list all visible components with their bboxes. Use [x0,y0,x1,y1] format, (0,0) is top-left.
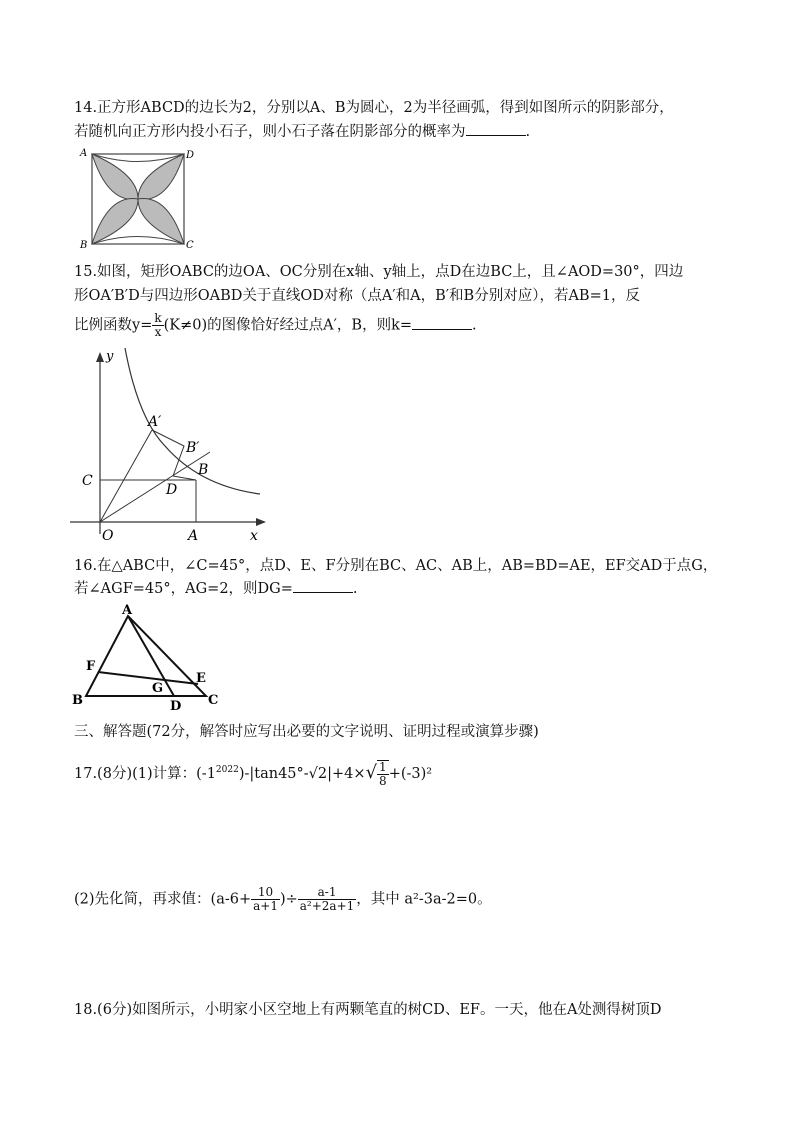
q15-label-o: O [102,528,114,544]
q15-line2: 形OA′B′D与四边形OABD关于直线OD对称（点A′和A，B′和B分别对应），若AB=1，反 [74,288,640,304]
q14-label-c: C [186,240,194,251]
q16-label-f: F [86,659,96,674]
q16-label-g: G [152,681,164,696]
q17-part2-text-c: ，其中 a²-3a-2=0。 [356,891,492,908]
q17-part1 [74,760,432,788]
q15-period: . [472,317,477,334]
q15-answer-blank[interactable] [412,315,472,330]
q15-frac-den: x [154,325,162,339]
q15-label-a-prime: A′ [148,414,162,430]
q14-period: . [525,124,531,140]
q17-part2-text-a: (2)先化简，再求值：(a-6+ [74,891,252,908]
q16-label-d: D [170,699,182,712]
q17-part1-text-b: )-|tan45°-√2|+4× [238,766,366,782]
q15-label-y: y [106,349,114,364]
q15-text-b: (K≠0)的图像恰好经过点A′，B，则k= [163,317,413,334]
q16-label-a: A [122,603,133,618]
q14-label-a: A [80,148,88,159]
q17-part1-text-c: +(-3)² [388,766,433,782]
q15-label-b: B [198,462,209,478]
q15-text-a: 比例函数y= [74,317,153,334]
q14-line2 [74,121,530,142]
q17-sqrt-num: 1 [379,760,387,774]
q14-label-d: D [186,150,195,161]
q17-fraction-2 [298,886,357,913]
sqrt-icon: √ [365,762,378,783]
q17-sqrt-fraction [377,760,389,788]
q15-line3 [74,312,477,339]
q14-figure [78,144,198,252]
q16-figure [70,600,230,712]
q17-exponent: 2022 [215,765,239,776]
q15-figure [70,348,270,544]
q15-label-c: C [82,473,93,489]
q14-answer-blank[interactable] [466,121,526,136]
section-3-heading: 三、解答题(72分，解答时应写出必要的文字说明、证明过程或演算步骤) [74,724,539,740]
q16-label-b: B [72,693,83,708]
q17-part2 [74,886,492,913]
q16-text: 若∠AGF=45°，AG=2，则DG= [74,581,293,597]
q15-line1: 15.如图，矩形OABC的边OA、OC分别在x轴、y轴上，点D在边BC上，且∠AOD=30°，四边 [74,264,684,280]
q14-line1: 14.正方形ABCD的边长为2，分别以A、B为圆心，2为半径画弧，得到如图所示的阴影部分， [74,100,674,116]
q17-part1-text-a: 17.(8分)(1)计算：(-1 [74,766,216,782]
q16-period: . [352,581,358,597]
q17-sqrt-den: 8 [379,774,387,788]
q17-f1-num: 10 [251,886,280,900]
q16-label-c: C [208,693,219,708]
q15-label-b-prime: B′ [186,440,200,456]
q14-label-b: B [80,240,88,251]
q17-fraction-1 [251,886,280,913]
q18-line1: 18.(6分)如图所示，小明家小区空地上有两颗笔直的树CD、EF。一天，他在A处测得树顶D [74,1002,662,1018]
q15-label-a: A [188,528,199,544]
q17-f1-den: a+1 [253,899,278,913]
q16-label-e: E [196,671,206,686]
q14-text: 若随机向正方形内投小石子，则小石子落在阴影部分的概率为 [74,124,466,140]
q15-fraction [152,312,163,339]
q17-f2-num: a-1 [298,886,357,900]
q16-line1: 16.在△ABC中，∠C=45°，点D、E、F分别在BC、AC、AB上，AB=BD=AE，EF交AD于点G， [74,558,718,574]
q17-part2-text-b: )÷ [279,891,298,908]
q16-line2 [74,578,358,599]
q15-frac-num: k [154,311,162,325]
q17-f2-den: a²+2a+1 [299,899,355,913]
q16-answer-blank[interactable] [293,578,353,593]
q15-label-x: x [250,528,258,544]
q15-label-d: D [166,482,178,498]
